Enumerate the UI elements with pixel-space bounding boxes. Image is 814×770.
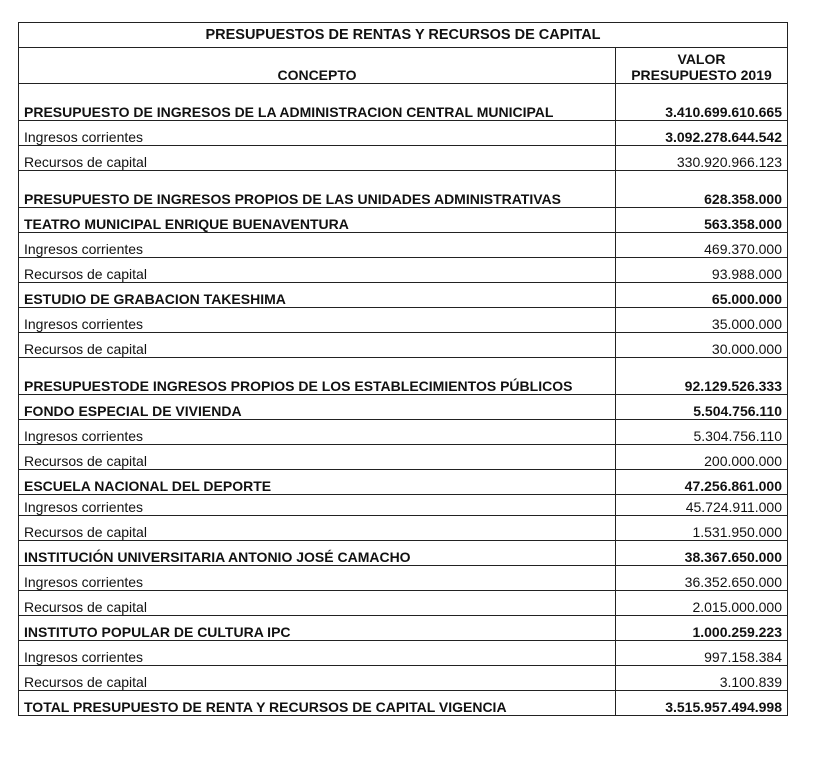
value-cell: 92.129.526.333 xyxy=(616,358,788,395)
table-row xyxy=(19,84,788,121)
table-row xyxy=(19,691,788,716)
table-row xyxy=(19,208,788,233)
table-row xyxy=(19,283,788,308)
table-row xyxy=(19,541,788,566)
value-cell: 65.000.000 xyxy=(616,283,788,308)
table-row xyxy=(19,308,788,333)
concept-cell: Recursos de capital xyxy=(19,591,616,616)
table-row xyxy=(19,516,788,541)
concept-cell: Recursos de capital xyxy=(19,516,616,541)
table-row xyxy=(19,470,788,495)
value-cell: 93.988.000 xyxy=(616,258,788,283)
concept-cell: Recursos de capital xyxy=(19,258,616,283)
value-cell: 2.015.000.000 xyxy=(616,591,788,616)
table-row xyxy=(19,420,788,445)
concept-cell: ESCUELA NACIONAL DEL DEPORTE xyxy=(19,470,616,495)
value-cell: 47.256.861.000 xyxy=(616,470,788,495)
budget-table xyxy=(18,22,788,716)
table-row xyxy=(19,591,788,616)
table-row xyxy=(19,146,788,171)
concept-cell: Recursos de capital xyxy=(19,146,616,171)
table-row xyxy=(19,566,788,591)
value-cell: 330.920.966.123 xyxy=(616,146,788,171)
table-row xyxy=(19,616,788,641)
concept-cell: ESTUDIO DE GRABACION TAKESHIMA xyxy=(19,283,616,308)
table-row xyxy=(19,666,788,691)
table-row xyxy=(19,233,788,258)
concept-cell: Ingresos corrientes xyxy=(19,495,616,516)
value-cell: 1.531.950.000 xyxy=(616,516,788,541)
table-row xyxy=(19,121,788,146)
value-cell: 45.724.911.000 xyxy=(616,495,788,516)
concept-cell: FONDO ESPECIAL DE VIVIENDA xyxy=(19,395,616,420)
value-cell: 3.515.957.494.998 xyxy=(616,691,788,716)
value-cell: 1.000.259.223 xyxy=(616,616,788,641)
concept-cell: PRESUPUESTO DE INGRESOS DE LA ADMINISTRACION CENTRAL MUNICIPAL xyxy=(19,84,616,121)
value-cell: 200.000.000 xyxy=(616,445,788,470)
value-cell: 35.000.000 xyxy=(616,308,788,333)
concept-cell: Ingresos corrientes xyxy=(19,308,616,333)
column-header-concept: CONCEPTO xyxy=(19,48,616,84)
value-cell: 5.304.756.110 xyxy=(616,420,788,445)
table-row xyxy=(19,171,788,208)
table-row xyxy=(19,333,788,358)
table-row xyxy=(19,395,788,420)
concept-cell: PRESUPUESTO DE INGRESOS PROPIOS DE LAS UNIDADES ADMINISTRATIVAS xyxy=(19,171,616,208)
table-title: PRESUPUESTOS DE RENTAS Y RECURSOS DE CAPITAL xyxy=(19,23,788,48)
value-cell: 563.358.000 xyxy=(616,208,788,233)
table-row xyxy=(19,358,788,395)
concept-cell: Recursos de capital xyxy=(19,666,616,691)
column-header-value-line2: PRESUPUESTO 2019 xyxy=(631,67,772,83)
concept-cell: Ingresos corrientes xyxy=(19,420,616,445)
concept-cell: Ingresos corrientes xyxy=(19,233,616,258)
value-cell: 469.370.000 xyxy=(616,233,788,258)
value-cell: 36.352.650.000 xyxy=(616,566,788,591)
concept-cell: TEATRO MUNICIPAL ENRIQUE BUENAVENTURA xyxy=(19,208,616,233)
column-header-value xyxy=(616,48,788,84)
value-cell: 3.092.278.644.542 xyxy=(616,121,788,146)
concept-cell: INSTITUTO POPULAR DE CULTURA IPC xyxy=(19,616,616,641)
value-cell: 38.367.650.000 xyxy=(616,541,788,566)
concept-cell: Ingresos corrientes xyxy=(19,121,616,146)
concept-cell: Recursos de capital xyxy=(19,445,616,470)
concept-cell: Ingresos corrientes xyxy=(19,641,616,666)
concept-cell: Recursos de capital xyxy=(19,333,616,358)
value-cell: 997.158.384 xyxy=(616,641,788,666)
table-row xyxy=(19,258,788,283)
value-cell: 3.410.699.610.665 xyxy=(616,84,788,121)
budget-table-body xyxy=(19,84,788,716)
value-cell: 628.358.000 xyxy=(616,171,788,208)
concept-cell: Ingresos corrientes xyxy=(19,566,616,591)
concept-cell: PRESUPUESTODE INGRESOS PROPIOS DE LOS ESTABLECIMIENTOS PÚBLICOS xyxy=(19,358,616,395)
value-cell: 5.504.756.110 xyxy=(616,395,788,420)
concept-cell: INSTITUCIÓN UNIVERSITARIA ANTONIO JOSÉ CAMACHO xyxy=(19,541,616,566)
column-header-value-line1: VALOR xyxy=(677,51,726,67)
concept-cell: TOTAL PRESUPUESTO DE RENTA Y RECURSOS DE CAPITAL VIGENCIA xyxy=(19,691,616,716)
table-row xyxy=(19,641,788,666)
value-cell: 30.000.000 xyxy=(616,333,788,358)
table-row xyxy=(19,445,788,470)
value-cell: 3.100.839 xyxy=(616,666,788,691)
table-row xyxy=(19,495,788,516)
